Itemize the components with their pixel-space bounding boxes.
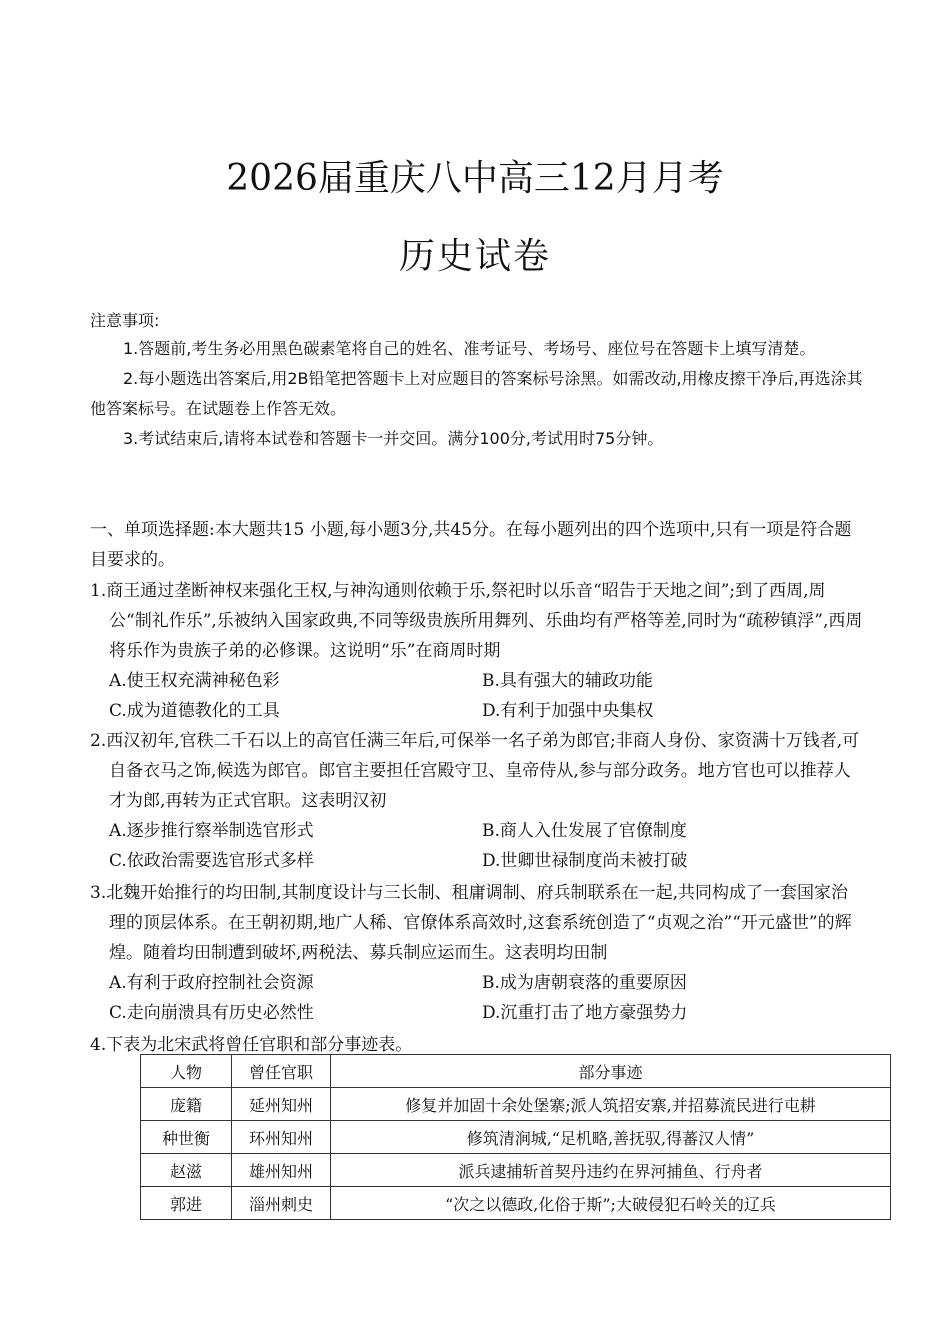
table-cell: 种世衡 <box>141 1121 232 1154</box>
table-row <box>141 1121 891 1154</box>
options <box>90 816 865 876</box>
option-a: A.逐步推行察举制选官形式 <box>109 821 314 841</box>
exam-subject: 历史试卷 <box>398 236 551 277</box>
exam-title: 2026届重庆八中高三12月月考 <box>226 158 724 199</box>
table-row <box>141 1187 891 1220</box>
question-stem: 1.商王通过垄断神权来强化王权,与神沟通则依赖于乐,祭祀时以乐音“昭告于天地之间”;到了西周,周公“制礼作乐”,乐被纳入国家政典,不同等级贵族所用舞列、乐曲均有严格等差,同时为“疏秽镇浮”,西周将乐作为贵族子弟的必修课。这说明“乐”在商周时期 <box>90 581 863 661</box>
option-b: B.商人入仕发展了官僚制度 <box>482 821 687 841</box>
option-b: B.具有强大的辅政功能 <box>482 671 653 691</box>
notice-item: 1.答题前,考生务必用黑色碳素笔将自己的姓名、准考证号、考场号、座位号在答题卡上填写清楚。 <box>123 339 816 358</box>
option-a: A.有利于政府控制社会资源 <box>109 973 314 993</box>
section-heading: 一、单项选择题:本大题共15 小题,每小题3分,共45分。在每小题列出的四个选项中,只有一项是符合题目要求的。 <box>90 520 852 570</box>
options <box>90 968 865 1028</box>
notice-item: 2.每小题选出答案后,用2B铅笔把答题卡上对应题目的答案标号涂黑。如需改动,用橡皮擦干净后,再选涂其他答案标号。在试题卷上作答无效。 <box>90 369 863 418</box>
option-d: D.世卿世禄制度尚未被打破 <box>482 851 688 871</box>
table-cell: 庞籍 <box>141 1088 232 1121</box>
table-cell: 环州知州 <box>232 1121 331 1154</box>
table-header-row <box>141 1055 891 1088</box>
table-row <box>141 1088 891 1121</box>
column-header: 人物 <box>141 1055 232 1088</box>
notice-item: 3.考试结束后,请将本试卷和答题卡一并交回。满分100分,考试用时75分钟。 <box>123 429 664 448</box>
table-cell: 修筑清涧城,“足机略,善抚驭,得蕃汉人情” <box>331 1121 891 1154</box>
option-d: D.有利于加强中央集权 <box>482 701 654 721</box>
question-3 <box>90 878 865 1028</box>
table-cell: 赵滋 <box>141 1154 232 1187</box>
question-stem: 2.西汉初年,官秩二千石以上的高官任满三年后,可保举一名子弟为郎官;非商人身份、家资满十万钱者,可自备衣马之饰,候选为郎官。郎官主要担任宫殿守卫、皇帝侍从,参与部分政务。地方官也可以推荐人才为郎,再转为正式官职。这表明汉初 <box>90 731 860 811</box>
column-header: 曾任官职 <box>232 1055 331 1088</box>
question-stem: 4.下表为北宋武将曾任官职和部分事迹表。 <box>90 1035 413 1055</box>
options <box>90 666 865 726</box>
table-cell: 修复并加固十余处堡寨;派人筑招安寨,并招募流民进行屯耕 <box>331 1088 891 1121</box>
option-c: C.走向崩溃具有历史必然性 <box>109 1003 314 1023</box>
column-header: 部分事迹 <box>331 1055 891 1088</box>
option-c: C.成为道德教化的工具 <box>109 701 280 721</box>
option-c: C.依政治需要选官形式多样 <box>109 851 314 871</box>
table-cell: 雄州知州 <box>232 1154 331 1187</box>
option-a: A.使王权充满神秘色彩 <box>109 671 280 691</box>
question-1 <box>90 576 865 726</box>
table-cell: 淄州刺史 <box>232 1187 331 1220</box>
generals-table <box>140 1054 891 1220</box>
notice-list <box>90 334 865 454</box>
table-row <box>141 1154 891 1187</box>
option-b: B.成为唐朝衰落的重要原因 <box>482 973 687 993</box>
question-stem: 3.北魏开始推行的均田制,其制度设计与三长制、租庸调制、府兵制联系在一起,共同构成了一套国家治理的顶层体系。在王朝初期,地广人稀、官僚体系高效时,这套系统创造了“贞观之治”“开元盛世”的辉煌。随着均田制遭到破坏,两税法、募兵制应运而生。这表明均田制 <box>90 883 852 963</box>
table-cell: “次之以德政,化俗于斯”;大破侵犯石岭关的辽兵 <box>331 1187 891 1220</box>
option-d: D.沉重打击了地方豪强势力 <box>482 1003 688 1023</box>
notice-heading: 注意事项: <box>90 311 160 330</box>
table-cell: 延州知州 <box>232 1088 331 1121</box>
table-cell: 派兵逮捕斩首契丹违约在界河捕鱼、行舟者 <box>331 1154 891 1187</box>
table-cell: 郭进 <box>141 1187 232 1220</box>
question-2 <box>90 726 865 876</box>
